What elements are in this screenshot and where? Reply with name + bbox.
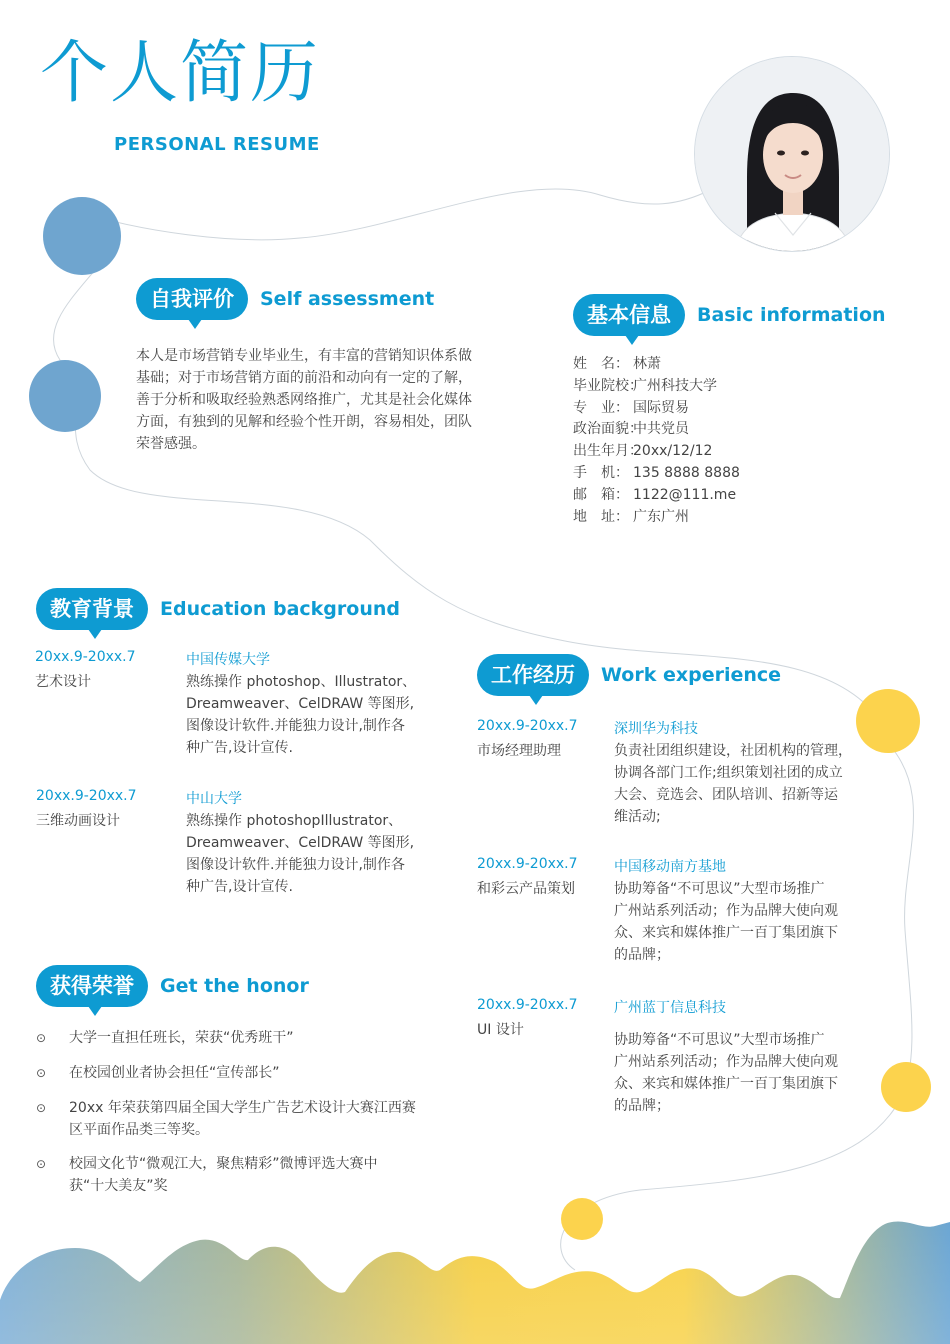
entry-date: 20xx.9-20xx.7 — [477, 718, 578, 734]
portrait-photo-icon — [695, 57, 890, 252]
education-header — [36, 588, 400, 630]
basic-info-title-en: Basic information — [697, 304, 886, 326]
entry-desc: 协助筹备“不可思议”大型市场推广 广州站系列活动；作为品牌大使向观 众、来宾和媒体推广一百丁集团旗下 的品牌； — [614, 881, 838, 963]
honor-item: ⊙ 校园文化节“微观江大，聚焦精彩”微博评选大赛中 获“十大美友”奖 — [36, 1153, 424, 1197]
work-entry — [477, 718, 867, 828]
work-header — [477, 654, 781, 696]
basic-info-title: 基本信息 — [573, 294, 685, 336]
entry-date: 20xx.9-20xx.7 — [35, 649, 136, 665]
self-assessment-text: 本人是市场营销专业毕业生，有丰富的营销知识体系做 基础；对于市场营销方面的前沿和动向有一定的了解， 善于分析和吸取经验熟悉网络推广，尤其是社会化媒体 方面，有独到的见解和经验个性开朗，容易相处，团队 荣誉感强。 — [136, 348, 472, 452]
entry-role: 市场经理助理 — [477, 743, 561, 759]
self-assessment-header — [136, 278, 434, 320]
page-subtitle: PERSONAL RESUME — [114, 134, 320, 155]
entry-role: 艺术设计 — [35, 674, 91, 690]
honors-title-en: Get the honor — [160, 975, 309, 997]
entry-desc: 熟练操作 photoshopIllustrator、 Dreamweaver、CelDRAW 等图形, 图像设计软件.并能独力设计,制作各 种广告,设计宣传. — [186, 813, 415, 895]
entry-org: 广州蓝丁信息科技 — [614, 1000, 726, 1016]
bullet-icon: ⊙ — [36, 1031, 47, 1045]
info-row-school: 毕业院校： 广州科技大学 — [573, 377, 717, 394]
entry-role: UI 设计 — [477, 1022, 524, 1038]
bullet-icon: ⊙ — [36, 1101, 47, 1115]
work-entry — [477, 856, 867, 966]
info-row-address: 地 址： 广东广州 — [573, 508, 689, 525]
blue-circle — [29, 360, 101, 432]
entry-org: 中国移动南方基地 — [614, 859, 726, 875]
work-entry — [477, 997, 867, 1122]
yellow-circle — [561, 1198, 603, 1240]
basic-info-list — [573, 354, 873, 528]
education-entry — [36, 788, 426, 898]
honor-item: ⊙ 20xx 年荣获第四届全国大学生广告艺术设计大赛江西赛 区平面作品类三等奖。 — [36, 1097, 424, 1141]
yellow-circle — [881, 1062, 931, 1112]
education-title: 教育背景 — [36, 588, 148, 630]
entry-desc: 熟练操作 photoshop、Illustrator、 Dreamweaver、CelDRAW 等图形, 图像设计软件.并能独力设计,制作各 种广告,设计宣传. — [186, 674, 417, 756]
bullet-icon: ⊙ — [36, 1157, 47, 1171]
blue-circle — [43, 197, 121, 275]
bullet-icon: ⊙ — [36, 1066, 47, 1080]
self-assessment-title-en: Self assessment — [260, 288, 435, 310]
flow-curve — [90, 189, 710, 240]
info-row-email: 邮 箱： 1122@111.me — [573, 486, 737, 503]
entry-desc: 协助筹备“不可思议”大型市场推广 广州站系列活动；作为品牌大使向观 众、来宾和媒体推广一百丁集团旗下 的品牌； — [614, 1032, 838, 1114]
work-title: 工作经历 — [477, 654, 589, 696]
entry-date: 20xx.9-20xx.7 — [36, 788, 137, 804]
honor-item: ⊙ 在校园创业者协会担任“宣传部长” — [36, 1062, 424, 1084]
basic-info-header — [573, 294, 886, 336]
honors-title: 获得荣誉 — [36, 965, 148, 1007]
entry-date: 20xx.9-20xx.7 — [477, 997, 578, 1013]
page-title: 个人简历 — [40, 34, 321, 113]
info-row-politics: 政治面貌： 中共党员 — [573, 421, 689, 438]
info-row-phone: 手 机： 135 8888 8888 — [573, 464, 740, 481]
entry-org: 深圳华为科技 — [614, 721, 698, 737]
entry-org: 中山大学 — [186, 791, 242, 807]
entry-org: 中国传媒大学 — [186, 652, 270, 668]
education-title-en: Education background — [160, 598, 400, 620]
self-assessment-title: 自我评价 — [136, 278, 248, 320]
info-row-major: 专 业： 国际贸易 — [573, 399, 689, 416]
honors-header — [36, 965, 309, 1007]
entry-desc: 负责社团组织建设，社团机构的管理， 协调各部门工作;组织策划社团的成立 大会、竞选会、团队培训、招新等运 维活动; — [614, 743, 852, 825]
entry-date: 20xx.9-20xx.7 — [477, 856, 578, 872]
info-row-name: 姓 名： 林萧 — [573, 356, 661, 372]
work-title-en: Work experience — [601, 664, 782, 686]
entry-role: 和彩云产品策划 — [477, 881, 575, 897]
profile-photo — [694, 56, 890, 252]
honor-item: ⊙ 大学一直担任班长，荣获“优秀班干” — [36, 1027, 424, 1049]
education-entry — [35, 649, 425, 759]
entry-role: 三维动画设计 — [36, 813, 120, 829]
info-row-birth: 出生年月： 20xx/12/12 — [573, 443, 713, 460]
